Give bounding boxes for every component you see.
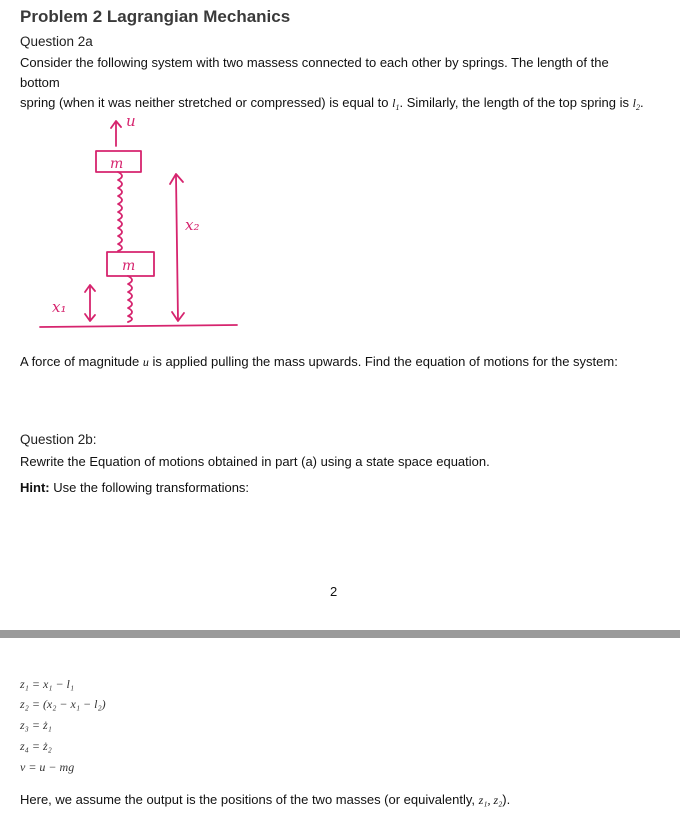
force-label: u bbox=[126, 112, 136, 130]
ground-line bbox=[40, 325, 237, 327]
question-2b-heading: Question 2b: bbox=[20, 432, 97, 447]
u-symbol: u bbox=[142, 355, 149, 369]
equation-5: v = u − mg bbox=[20, 760, 75, 774]
page-number: 2 bbox=[330, 584, 338, 599]
page-title: Problem 2 Lagrangian Mechanics bbox=[20, 7, 291, 26]
equation-1: z₁ = x₁ − l₁ bbox=[20, 677, 75, 691]
l1-subscript: 1 bbox=[395, 103, 400, 112]
force-sentence bbox=[20, 352, 650, 372]
text-segment: Here, we assume the output is the positions of the two masses (or equivalently, bbox=[20, 792, 479, 807]
equation-4: z₄ = ż₂ bbox=[20, 739, 52, 753]
text-segment: . Similarly, the length of the top spring is bbox=[399, 95, 633, 110]
l2-letter: l bbox=[632, 96, 636, 110]
mass-spring-diagram bbox=[30, 108, 260, 338]
l2-subscript: 2 bbox=[635, 103, 640, 112]
hint-line bbox=[20, 478, 650, 498]
top-spring bbox=[118, 172, 122, 251]
top-mass-label: m bbox=[110, 156, 124, 172]
l2-symbol bbox=[633, 96, 640, 110]
question-2a-heading: Question 2a bbox=[20, 34, 93, 49]
question-2b-text: Rewrite the Equation of motions obtained in part (a) using a state space equation. bbox=[20, 454, 490, 469]
question-2a-line-1: Consider the following system with two massess connected to each other by springs. The length of the bottom bbox=[20, 55, 609, 90]
l1-letter: l bbox=[392, 96, 396, 110]
text-segment: . bbox=[639, 95, 644, 110]
page-divider bbox=[0, 630, 680, 638]
output-sentence bbox=[20, 790, 650, 810]
text-segment: ). bbox=[502, 792, 511, 807]
output-variables: z₁, z₂ bbox=[478, 793, 503, 807]
x2-label: x₂ bbox=[185, 216, 200, 234]
hint-text: Use the following transformations: bbox=[49, 480, 250, 495]
equation-3: z₃ = ż₁ bbox=[20, 718, 52, 732]
bottom-mass-label: m bbox=[122, 258, 136, 274]
x2-arrow-shaft bbox=[176, 176, 178, 320]
hint-label: Hint: bbox=[20, 480, 50, 495]
x1-label: x₁ bbox=[52, 298, 67, 316]
text-segment: A force of magnitude bbox=[20, 354, 143, 369]
equation-2: z₂ = (x₂ − x₁ − l₂) bbox=[20, 697, 106, 711]
text-segment: is applied pulling the mass upwards. Find the equation of motions for the system: bbox=[148, 354, 618, 369]
text-segment: spring (when it was neither stretched or compressed) is equal to bbox=[20, 95, 393, 110]
bottom-spring bbox=[128, 276, 132, 322]
